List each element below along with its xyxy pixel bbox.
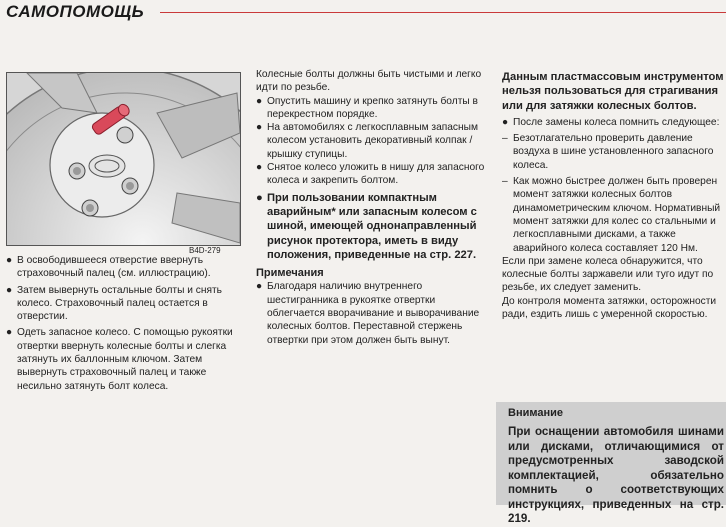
paragraph: Если при замене колеса обнаружится, что колесные болты заржавели или туго идут по резьбе, их следует заменить. bbox=[502, 255, 714, 294]
list-item: ● После замены колеса помнить следующее: bbox=[502, 116, 720, 128]
list-item: ● Одеть запасное колесо. С помощью рукоятки отвертки ввернуть колесные болты и слегка затянуть их баллонным ключом. Затем вывернуть страховочный палец и также несильно затянуть болт колеса. bbox=[6, 327, 233, 392]
list-item: – Безотлагательно проверить давление воздуха в шине установленного запасного колеса. bbox=[502, 133, 714, 171]
column-1 bbox=[6, 254, 238, 393]
column-3 bbox=[502, 70, 726, 321]
warning-text: При оснащении автомобиля шинами или дисками, отличающимися от предусмотренных заводской комплектацией, обязательно помнить о соответствующих инструкциях, приведенных на стр. 219. bbox=[508, 425, 724, 525]
wheel-bolt-pin-icon bbox=[7, 73, 240, 245]
list-item: ● Снятое колесо уложить в нишу для запасного колеса и закрепить болтом. bbox=[256, 162, 485, 187]
list-item: ● В освободившееся отверстие ввернуть страховочный палец (см. иллюстрацию). bbox=[6, 255, 211, 280]
header-rule bbox=[160, 12, 726, 13]
list-item: ● Затем вывернуть остальные болты и снять колесо. Страховочный палец остается в отверстии. bbox=[6, 284, 222, 323]
paragraph: До контроля момента затяжки, осторожности ради, ездить лишь с умеренной скоростью. bbox=[502, 295, 717, 321]
notes-heading: Примечания bbox=[256, 267, 324, 280]
wheel-illustration bbox=[6, 72, 241, 246]
list-item: ● При пользовании компактным аварийным* или запасным колесом с шиной, имеющей однонаправленный рисунок протектора, иметь в виду положения, приведенные на стр. 227. bbox=[256, 191, 477, 261]
list-item: ● Опустить машину и крепко затянуть болты в перекрестном порядке. bbox=[256, 95, 478, 120]
list-item: – Как можно быстрее должен быть проверен момент затяжки колесных болтов динамометрическим ключом. Нормативный момент затяжки для колес со стальными и легкосплавными дисками, а также аварийного колеса составляет 120 Нм. bbox=[502, 176, 721, 254]
figure-code: B4D-279 bbox=[189, 246, 221, 255]
warning-title: Внимание bbox=[508, 407, 563, 419]
list-item: ● Благодаря наличию внутреннего шестигранника в рукоятке отвертки облегчается вворачивание и выворачивание колесных болтов. Переставной стержень отвертки при этом должен быть вынут. bbox=[256, 281, 480, 346]
intro-text: Колесные болты должны быть чистыми и легко идти по резьбе. bbox=[256, 69, 482, 94]
column-2 bbox=[256, 68, 495, 347]
list-item: ● На автомобилях с легкосплавным запасным колесом установить декоративный колпак / крышку ступицы. bbox=[256, 122, 478, 160]
page-title: САМОПОМОЩЬ bbox=[6, 2, 145, 21]
page-header bbox=[0, 0, 726, 26]
bold-paragraph: Данным пластмассовым инструментом нельзя пользоваться для страгивания или для затяжки колесных болтов. bbox=[502, 71, 724, 112]
